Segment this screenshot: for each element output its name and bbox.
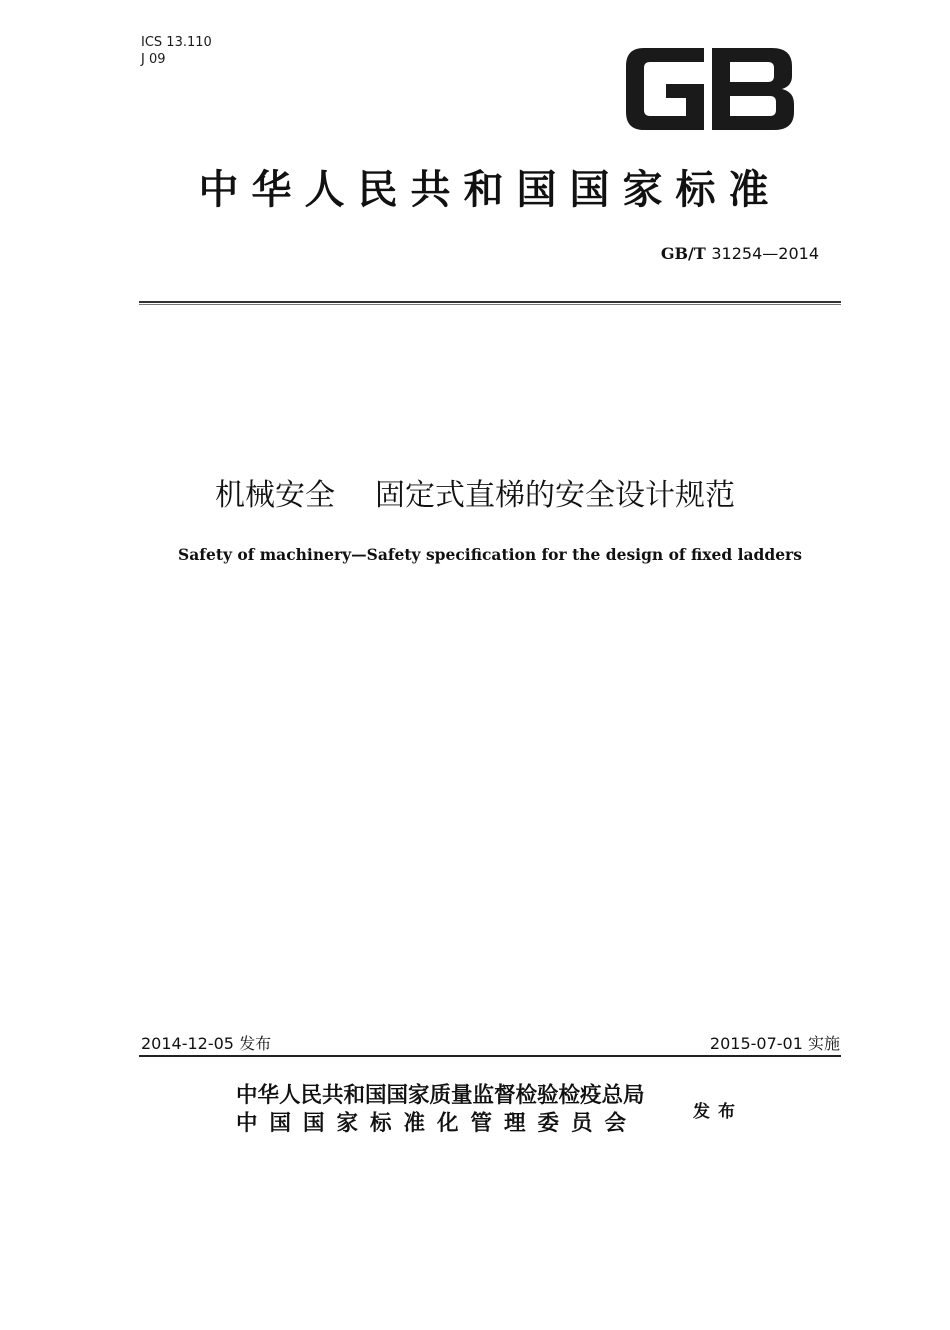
issue-date-label: 发布: [239, 1034, 272, 1053]
standard-number: [661, 244, 819, 263]
publish-label: 发布: [693, 1102, 743, 1122]
issuer-aqsiq: 中华人民共和国国家质量监督检验检疫总局: [236, 1083, 645, 1108]
document-title-cn: [0, 470, 950, 514]
classification-codes: [141, 34, 212, 68]
title-cn-part1: 机械安全: [215, 478, 335, 513]
issue-date-value: 2014-12-05: [141, 1034, 234, 1053]
header-divider: [139, 301, 841, 305]
issuing-authorities: [236, 1082, 645, 1138]
standard-prefix: GB/T: [660, 244, 706, 263]
implementation-date: [710, 1031, 840, 1054]
issue-date: [141, 1031, 271, 1054]
gb-logo-icon: [622, 44, 798, 134]
document-title-en: Safety of machinery—Safety specification for the design of fixed ladders: [178, 545, 802, 564]
footer-divider: [139, 1055, 841, 1057]
ics-code: ICS 13.110: [141, 35, 212, 50]
standard-number-value: 31254—2014: [711, 244, 819, 263]
implementation-date-value: 2015-07-01: [709, 1034, 803, 1053]
ccs-code: J 09: [141, 52, 166, 67]
implementation-date-label: 实施: [807, 1034, 840, 1053]
title-cn-part2: 固定式直梯的安全设计规范: [375, 478, 735, 513]
issuer-sac: 中国国家标准化管理委员会: [236, 1111, 639, 1136]
national-standard-title: 中华人民共和国国家标准: [198, 166, 782, 213]
